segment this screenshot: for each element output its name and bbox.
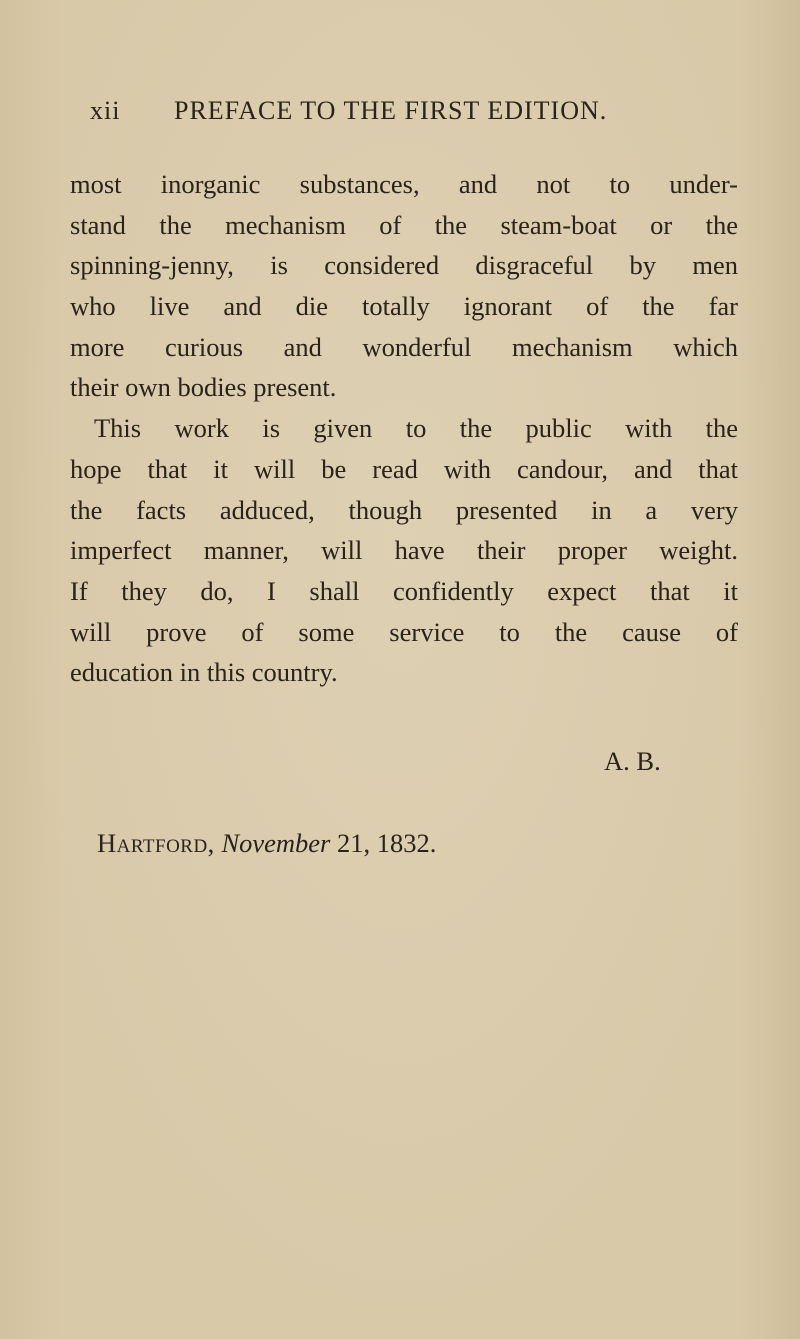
text-line: hope that it will be read with candour, and that bbox=[70, 453, 738, 484]
text-line: the facts adduced, though presented in a very bbox=[70, 494, 738, 525]
signature: A. B. bbox=[604, 746, 661, 776]
body-text bbox=[70, 164, 738, 693]
text-line: imperfect manner, will have their proper weight. bbox=[70, 535, 738, 566]
text-line: their own bodies present. bbox=[70, 372, 337, 403]
text-line: most inorganic substances, and not to under- bbox=[70, 169, 738, 199]
page-number: xii bbox=[90, 96, 121, 125]
dateline-date: 21, 1832. bbox=[336, 828, 437, 858]
text-line: spinning-jenny, is considered disgraceful by men bbox=[70, 250, 738, 281]
text-line: more curious and wonderful mechanism which bbox=[70, 331, 738, 362]
dateline-place: Hartford, bbox=[97, 828, 215, 858]
running-head bbox=[90, 96, 650, 136]
dateline-month: November bbox=[221, 828, 331, 858]
text-line: If they do, I shall confidently expect that it bbox=[70, 575, 738, 606]
text-line: will prove of some service to the cause of bbox=[70, 616, 738, 647]
text-line: who live and die totally ignorant of the far bbox=[70, 291, 738, 322]
text-line-paragraph-start: This work is given to the public with the bbox=[94, 413, 738, 444]
text-line: stand the mechanism of the steam-boat or the bbox=[70, 209, 738, 240]
text-line: education in this country. bbox=[70, 657, 338, 688]
dateline bbox=[97, 828, 436, 859]
running-head-title: PREFACE TO THE FIRST EDITION. bbox=[174, 96, 608, 125]
